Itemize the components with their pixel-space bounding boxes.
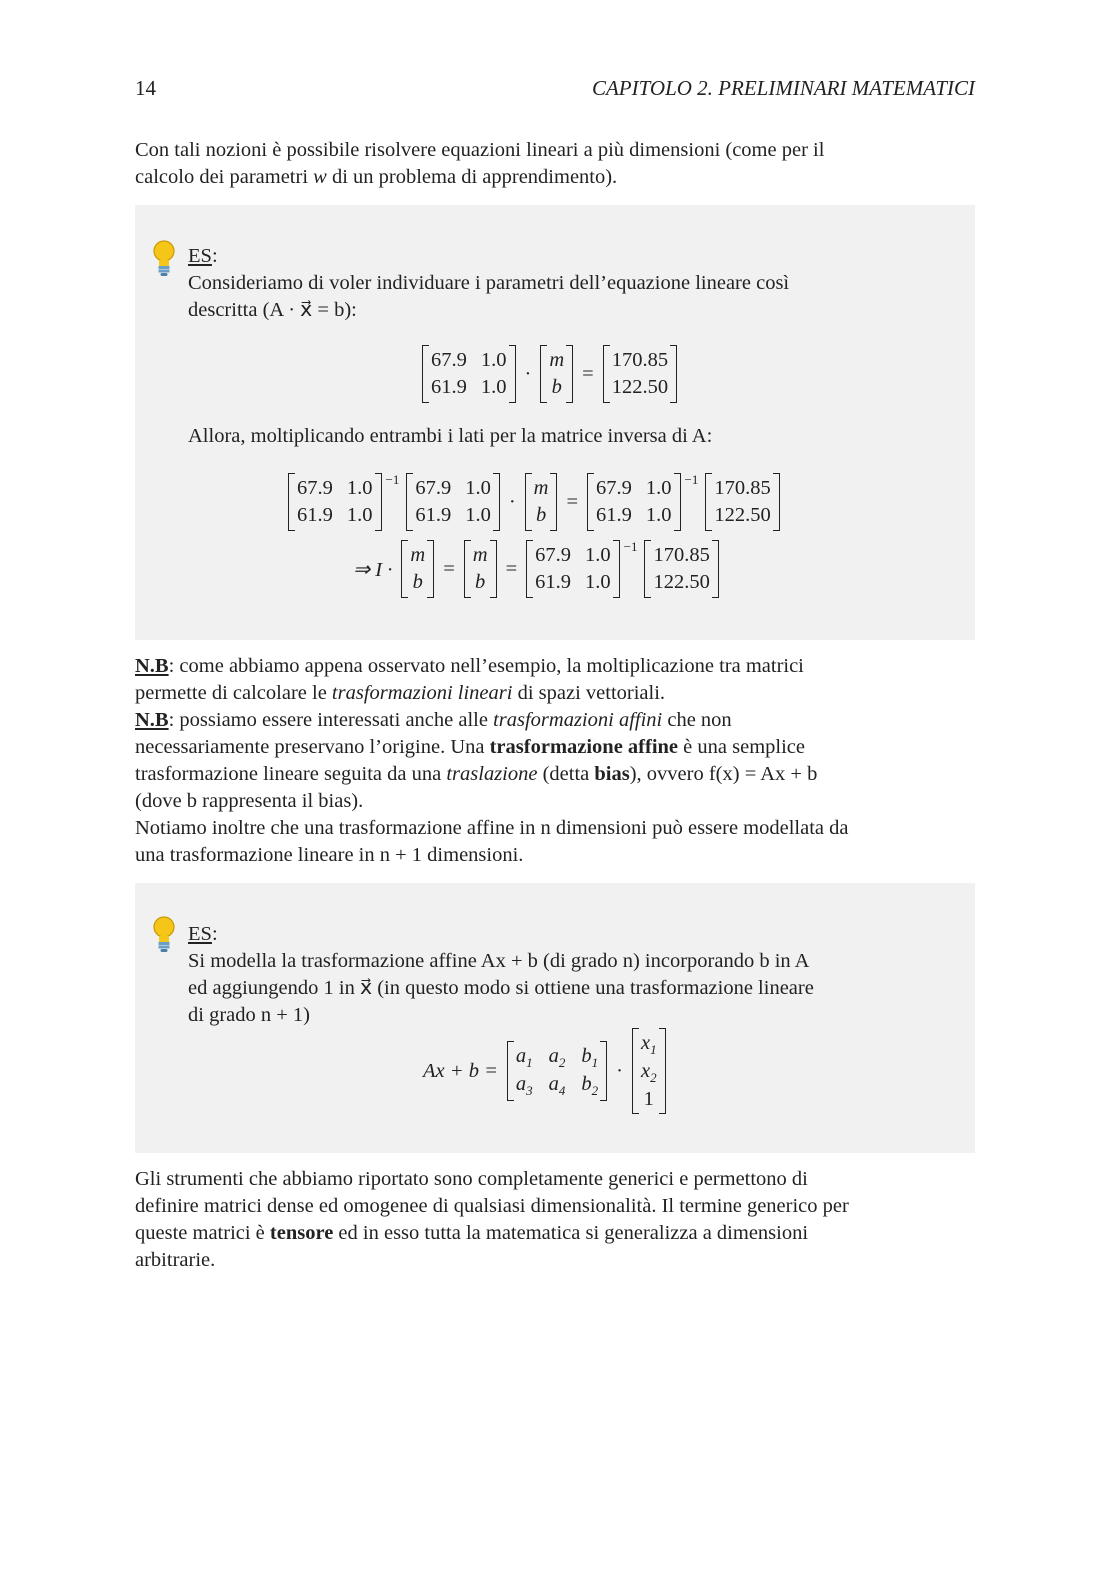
matrix-a: 67.9 1.0 61.9 1.0 bbox=[422, 345, 516, 403]
conclusion-line: queste matrici è tensore ed in esso tutta la matematica si generalizza a dimensioni bbox=[135, 1222, 809, 1244]
vector-x: m b bbox=[540, 345, 573, 403]
equation-implies: ⇒ I · m b = m b = 67.9 1.0 61.9 1.0 −1 170.85 122.50 bbox=[347, 540, 722, 598]
lightbulb-icon bbox=[151, 239, 177, 277]
vector-x: m b bbox=[464, 540, 497, 598]
page-number: 14 bbox=[135, 76, 156, 100]
example-box-1 bbox=[135, 205, 975, 640]
conclusion-line: Gli strumenti che abbiamo riportato sono completamente generici e permettono di bbox=[135, 1168, 808, 1190]
vector-x: m b bbox=[525, 473, 558, 531]
note-line: una trasformazione lineare in n + 1 dimensioni. bbox=[135, 844, 524, 866]
chapter-title: CAPITOLO 2. PRELIMINARI MATEMATICI bbox=[591, 76, 975, 100]
matrix-a: 67.9 1.0 61.9 1.0 bbox=[587, 473, 681, 531]
example-1-line: descritta (A · x⃗ = b): bbox=[188, 299, 357, 321]
intro-line: calcolo dei parametri w di un problema di apprendimento). bbox=[135, 166, 618, 188]
example-label: ES bbox=[188, 245, 212, 267]
conclusion-paragraph bbox=[135, 1166, 975, 1274]
then-text: Allora, moltiplicando entrambi i lati per la matrice inversa di A: bbox=[188, 425, 713, 447]
vector-b: 170.85 122.50 bbox=[603, 345, 677, 403]
lightbulb-icon bbox=[151, 915, 177, 953]
note-line: trasformazione lineare seguita da una traslazione (detta bias), ovvero f(x) = Ax + b bbox=[135, 763, 818, 785]
example-2-text: ES: Si modella la trasformazione affine Ax + b (di grado n) incorporando b in A ed aggiungendo 1 in x⃗ (in questo modo si ottiene una trasformazione lineare di grado n + 1) bbox=[188, 921, 935, 1029]
example-1-line: Consideriamo di voler individuare i parametri dell’equazione lineare così bbox=[188, 272, 790, 294]
note-line: permette di calcolare le trasformazioni lineari di spazi vettoriali. bbox=[135, 682, 666, 704]
intro-paragraph bbox=[135, 137, 975, 191]
equation-affine: Ax + b = $a_1$ $a_2$ $b_1$ $a_3$ $a_4$ $b_2$ · $x_1$ $x_2$ 1 bbox=[417, 1028, 669, 1114]
note-line: (dove b rappresenta il bias). bbox=[135, 790, 364, 812]
example-2-line: di grado n + 1) bbox=[188, 1004, 311, 1026]
vector-b: 170.85 122.50 bbox=[705, 473, 779, 531]
matrix-a: 67.9 1.0 61.9 1.0 bbox=[406, 473, 500, 531]
vector-b: 170.85 122.50 bbox=[644, 540, 718, 598]
note-line: N.B: come abbiamo appena osservato nell’esempio, la moltiplicazione tra matrici bbox=[135, 655, 804, 677]
equation-inverse: 67.9 1.0 61.9 1.0 −1 67.9 1.0 61.9 1.0 · m b = 67.9 1.0 61.9 1.0 −1 170.85 122.50 bbox=[285, 473, 783, 531]
example-label: ES bbox=[188, 923, 212, 945]
page-header bbox=[135, 76, 975, 106]
note-line: N.B: possiamo essere interessati anche alle trasformazioni affini che non bbox=[135, 709, 732, 731]
matrix-augmented: $a_1$ $a_2$ $b_1$ $a_3$ $a_4$ $b_2$ bbox=[507, 1041, 607, 1101]
intro-line: Con tali nozioni è possibile risolvere equazioni lineari a più dimensioni (come per il bbox=[135, 139, 825, 161]
example-1-text: ES: Consideriamo di voler individuare i parametri dell’equazione lineare così descritta (A · x⃗ = b): bbox=[188, 243, 935, 324]
note-line: necessariamente preservano l’origine. Una trasformazione affine è una semplice bbox=[135, 736, 805, 758]
conclusion-line: definire matrici dense ed omogenee di qualsiasi dimensionalità. Il termine generico per bbox=[135, 1195, 849, 1217]
notes-paragraph bbox=[135, 653, 975, 869]
note-line: Notiamo inoltre che una trasformazione affine in n dimensioni può essere modellata da bbox=[135, 817, 849, 839]
matrix-a: 67.9 1.0 61.9 1.0 bbox=[288, 473, 382, 531]
vector-x: m b bbox=[401, 540, 434, 598]
example-box-2 bbox=[135, 883, 975, 1153]
vector-augmented: $x_1$ $x_2$ 1 bbox=[632, 1028, 666, 1114]
example-2-line: ed aggiungendo 1 in x⃗ (in questo modo si ottiene una trasformazione lineare bbox=[188, 977, 814, 999]
matrix-a: 67.9 1.0 61.9 1.0 bbox=[526, 540, 620, 598]
example-2-line: Si modella la trasformazione affine Ax + b (di grado n) incorporando b in A bbox=[188, 950, 810, 972]
conclusion-line: arbitrarie. bbox=[135, 1249, 216, 1271]
equation-ax-b: 67.9 1.0 61.9 1.0 · m b = 170.85 122.50 bbox=[419, 345, 680, 403]
